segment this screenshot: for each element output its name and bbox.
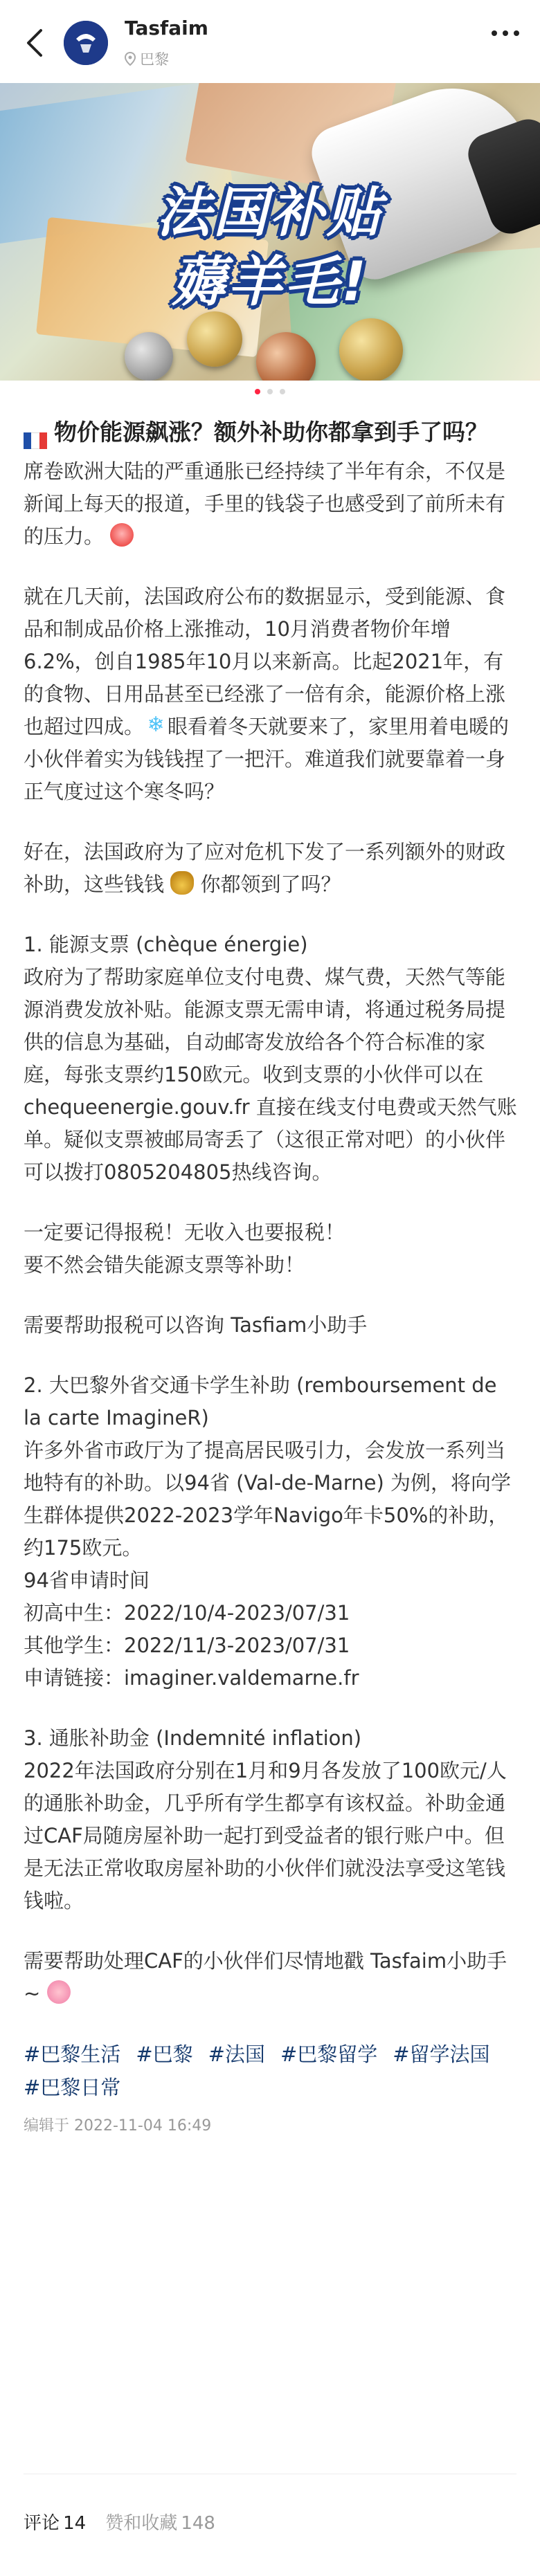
- coin-image: [125, 332, 173, 381]
- france-flag-icon: [24, 423, 47, 439]
- paragraph-good-news-tail: 你都领到了吗？: [200, 873, 341, 896]
- section-2-time-highschool: 初高中生：2022/10/4-2023/07/31: [24, 1601, 350, 1625]
- more-options-button[interactable]: [492, 30, 519, 36]
- comments-count: 14: [63, 2513, 87, 2534]
- location-label: [125, 48, 169, 69]
- back-button[interactable]: [19, 22, 50, 64]
- chevron-left-icon: [26, 28, 44, 58]
- section-2-body: 许多外省市政厅为了提高居民吸引力，会发放一系列当地特有的补助。以94省 (Val-de-Marne) 为例，将向学生群体提供2022-2023学年Navigo年卡50%的补助，约175欧元。: [24, 1438, 511, 1560]
- paragraph-stats-tail: 眼看着冬天就要来了，家里用着电暖的小伙伴着实为钱钱捏了一把汗。难道我们就要靠着一身正气度过这个寒冬吗？: [24, 715, 510, 803]
- more-dot-icon: [503, 30, 508, 36]
- hashtag-link[interactable]: #法国: [208, 2043, 265, 2066]
- more-dot-icon: [514, 30, 519, 36]
- pig-face-icon: [47, 1980, 71, 2004]
- hashtag-link[interactable]: #巴黎留学: [280, 2043, 378, 2066]
- likes-stat[interactable]: [105, 2509, 215, 2534]
- carousel-dot: [280, 389, 285, 394]
- paragraph-stats: [24, 581, 518, 808]
- hashtag-link[interactable]: #留学法国: [393, 2043, 490, 2066]
- avatar[interactable]: [64, 21, 108, 65]
- section-1: [24, 929, 518, 1189]
- coin-image: [187, 311, 242, 367]
- caf-help: [24, 1945, 518, 2010]
- paragraph-intro-text: 席卷欧洲大陆的严重通胀已经持续了半年有余，不仅是新闻上每天的报道，手里的钱袋子也感受到了前所未有的压力。: [24, 459, 506, 548]
- section-2-link: 申请链接：imaginer.valdemarne.fr: [24, 1666, 359, 1690]
- carousel-dot: [267, 389, 273, 394]
- paragraph-good-news: [24, 836, 518, 901]
- carousel-indicator: [0, 389, 540, 394]
- location-pin-icon: [125, 52, 136, 66]
- paragraph-good-news-text: 好在，法国政府为了应对危机下发了一系列额外的财政补助，这些钱钱: [24, 840, 506, 896]
- money-bag-icon: [170, 871, 194, 895]
- section-2: [24, 1369, 518, 1695]
- section-3-body: 2022年法国政府分别在1月和9月各发放了100欧元/人的通胀补助金，几乎所有学生都享有该权益。补助金通过CAF局随房屋补助一起打到受益者的银行账户中。但是无法正常收取房屋补助的小伙伴们就没法享受这笔钱钱啦。: [24, 1759, 507, 1912]
- post-title: [24, 414, 518, 451]
- tax-help: 需要帮助报税可以咨询 Tasfiam小助手: [24, 1313, 368, 1337]
- section-1-body: 政府为了帮助家庭单位支付电费、煤气费，天然气等能源消费发放补贴。能源支票无需申请，将通过税务局提供的信息为基础，自动邮寄发放给各个符合标准的家庭，每张支票约150欧元。收到支票的小伙伴可以在 chequeenergie.gouv.fr 直接在线支付电费或天然气账单。疑似支票被邮局寄丢了（这很正常对吧）的小伙伴可以拨打0805204805热线咨询。: [24, 965, 517, 1184]
- more-dot-icon: [492, 30, 497, 36]
- location-text: 巴黎: [140, 51, 169, 68]
- edited-timestamp: 编辑于 2022-11-04 16:49: [24, 2117, 212, 2135]
- angry-face-icon: [110, 523, 134, 547]
- comments-label: 评论: [24, 2513, 60, 2534]
- top-bar: [0, 0, 540, 83]
- hashtag-link[interactable]: #巴黎生活: [24, 2043, 121, 2066]
- likes-label: 赞和收藏: [105, 2513, 178, 2534]
- section-2-title: 2. 大巴黎外省交通卡学生补助 (remboursement de la carte ImagineR): [24, 1373, 497, 1429]
- section-3: [24, 1722, 518, 1917]
- comments-stat[interactable]: [24, 2509, 86, 2534]
- post-image-carousel[interactable]: [0, 83, 540, 381]
- likes-count: 148: [181, 2513, 215, 2534]
- section-2-time-other: 其他学生：2022/11/3-2023/07/31: [24, 1634, 350, 1657]
- section-2-time-label: 94省申请时间: [24, 1569, 150, 1592]
- caf-help-text: 需要帮助处理CAF的小伙伴们尽情地戳 Tasfaim小助手~: [24, 1949, 507, 2005]
- tax-reminder-line1: 一定要记得报税！无收入也要报税！: [24, 1221, 345, 1244]
- tax-reminder-line2: 要不然会错失能源支票等补助！: [24, 1253, 305, 1277]
- section-1-title: 1. 能源支票 (chèque énergie): [24, 933, 308, 956]
- banner-title-line1: 法国补贴: [156, 182, 384, 244]
- engagement-stats: [24, 2509, 215, 2534]
- hashtag-link[interactable]: #巴黎: [136, 2043, 193, 2066]
- author-name[interactable]: Tasfaim: [125, 17, 208, 39]
- paragraph-stats-text: 就在几天前，法国政府公布的数据显示，受到能源、食品和制成品价格上涨推动，10月消费者物价年增6.2%，创自1985年10月以来新高。比起2021年，有的食物、日用品甚至已经涨了一倍有余，能源价格上涨也超过四成。: [24, 585, 506, 738]
- paragraph-intro: [24, 455, 518, 553]
- snowflake-icon: ❄: [147, 713, 165, 737]
- carousel-dot-active: [255, 389, 260, 394]
- section-3-title: 3. 通胀补助金 (Indemnité inflation): [24, 1726, 362, 1750]
- post-title-text: 物价能源飙涨？额外补助你都拿到手了吗？: [54, 419, 488, 446]
- coin-image: [339, 318, 403, 381]
- banner-title-line2: 薅羊毛!: [171, 251, 369, 313]
- hashtag-link[interactable]: #巴黎日常: [24, 2076, 121, 2099]
- tag-list: [24, 2038, 518, 2104]
- tax-reminder: [24, 1216, 518, 1281]
- post-content: [24, 414, 518, 2135]
- avatar-logo-icon: [64, 21, 108, 65]
